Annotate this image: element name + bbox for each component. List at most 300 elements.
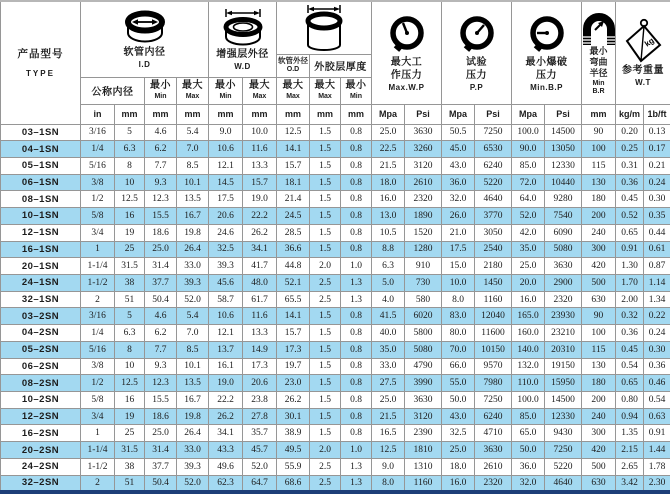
value-cell: 3.42 — [616, 475, 644, 492]
value-cell: 18.1 — [277, 174, 310, 191]
value-cell: 0.8 — [341, 141, 372, 158]
value-cell: 12.5 — [277, 124, 310, 141]
table-row — [1, 408, 670, 425]
value-cell: 0.25 — [616, 141, 644, 158]
value-cell: 6530 — [475, 141, 512, 158]
wt-label-cn: 参考重量 — [622, 65, 664, 77]
value-cell: 13.5 — [177, 375, 209, 392]
value-cell: 7540 — [545, 208, 582, 225]
value-cell: 5 — [115, 124, 145, 141]
value-cell: 0.52 — [616, 208, 644, 225]
value-cell: 25.0 — [442, 442, 475, 459]
value-cell: 9430 — [545, 425, 582, 442]
value-cell: 52.0 — [177, 475, 209, 492]
value-cell: 18.6 — [145, 408, 177, 425]
value-cell: 1 — [81, 425, 115, 442]
value-cell: 9.0 — [372, 458, 405, 475]
value-cell: 32.5 — [209, 241, 243, 258]
value-cell: 3/8 — [81, 174, 115, 191]
value-cell: 31.5 — [115, 442, 145, 459]
value-cell: 18.0 — [372, 174, 405, 191]
value-cell: 68.6 — [277, 475, 310, 492]
value-cell: 1.5 — [310, 141, 341, 158]
value-cell: 630 — [582, 475, 616, 492]
value-cell: 17.3 — [277, 341, 310, 358]
value-cell: 7980 — [475, 375, 512, 392]
value-cell: 52.0 — [243, 458, 277, 475]
value-cell: 1.44 — [644, 442, 670, 459]
value-cell: 34.1 — [209, 425, 243, 442]
value-cell: 18.6 — [145, 224, 177, 241]
value-cell: 2900 — [545, 274, 582, 291]
value-cell: 15.7 — [277, 325, 310, 342]
value-cell: 1/2 — [81, 191, 115, 208]
value-cell: 12.3 — [145, 191, 177, 208]
value-cell: 1.5 — [310, 375, 341, 392]
value-cell: 1/2 — [81, 375, 115, 392]
value-cell: 27.5 — [372, 375, 405, 392]
type-cell: 16–2SN — [1, 425, 81, 442]
value-cell: 80.0 — [442, 325, 475, 342]
header-hose-od — [277, 54, 310, 77]
value-cell: 5/16 — [81, 157, 115, 174]
value-cell: 160.0 — [512, 325, 545, 342]
value-cell: 8.5 — [177, 157, 209, 174]
pp-label-cn2: 压力 — [466, 69, 487, 81]
value-cell: 1.34 — [644, 291, 670, 308]
units-row — [1, 104, 670, 124]
value-cell: 5 — [115, 308, 145, 325]
value-cell: 115 — [582, 157, 616, 174]
value-cell: 18.0 — [442, 458, 475, 475]
value-cell: 1160 — [475, 291, 512, 308]
value-cell: 10.1 — [177, 174, 209, 191]
value-cell: 8 — [115, 341, 145, 358]
value-cell: 2320 — [475, 475, 512, 492]
value-cell: 7.7 — [145, 341, 177, 358]
value-cell: 3990 — [405, 375, 442, 392]
subheader-wd-min — [209, 77, 243, 104]
value-cell: 6.3 — [115, 141, 145, 158]
value-cell: 3/4 — [81, 224, 115, 241]
value-cell: 0.36 — [644, 358, 670, 375]
value-cell: 1.5 — [310, 358, 341, 375]
unit-label: mm — [243, 104, 277, 124]
value-cell: 7.0 — [177, 141, 209, 158]
value-cell: 2.00 — [616, 291, 644, 308]
value-cell: 0.30 — [644, 341, 670, 358]
type-cell: 06–2SN — [1, 358, 81, 375]
value-cell: 2540 — [475, 241, 512, 258]
value-cell: 0.8 — [341, 191, 372, 208]
value-cell: 8.5 — [177, 341, 209, 358]
value-cell: 0.46 — [644, 375, 670, 392]
value-cell: 0.8 — [341, 157, 372, 174]
proof-pressure-gauge-icon — [457, 14, 497, 56]
header-bend-radius — [582, 1, 616, 104]
value-cell: 2.65 — [616, 458, 644, 475]
value-cell: 66.0 — [442, 358, 475, 375]
value-cell: 0.13 — [644, 124, 670, 141]
value-cell: 25.0 — [512, 258, 545, 275]
value-cell: 26.2 — [243, 224, 277, 241]
value-cell: 0.8 — [341, 325, 372, 342]
value-cell: 58.7 — [209, 291, 243, 308]
min-label-cn: 最小 — [345, 80, 367, 92]
value-cell: 26.4 — [177, 425, 209, 442]
min-label-en: Min — [349, 93, 363, 101]
value-cell: 0.22 — [644, 308, 670, 325]
value-cell: 52.0 — [512, 208, 545, 225]
value-cell: 4790 — [405, 358, 442, 375]
header-max-working-pressure — [372, 1, 442, 104]
type-cell: 03–1SN — [1, 124, 81, 141]
value-cell: 7250 — [545, 442, 582, 459]
value-cell: 300 — [582, 241, 616, 258]
value-cell: 0.8 — [341, 241, 372, 258]
mbr-label-cn1: 最小 — [589, 46, 608, 57]
value-cell: 50.5 — [442, 124, 475, 141]
value-cell: 11.6 — [243, 141, 277, 158]
value-cell: 500 — [582, 458, 616, 475]
value-cell: 16.1 — [209, 358, 243, 375]
value-cell: 49.5 — [277, 442, 310, 459]
value-cell: 0.24 — [644, 174, 670, 191]
value-cell: 38.9 — [277, 425, 310, 442]
value-cell: 16 — [115, 392, 145, 409]
value-cell: 12.5 — [372, 442, 405, 459]
value-cell: 1.5 — [310, 241, 341, 258]
value-cell: 55.0 — [442, 375, 475, 392]
table-row — [1, 308, 670, 325]
value-cell: 1-1/4 — [81, 258, 115, 275]
value-cell: 14500 — [545, 124, 582, 141]
value-cell: 2.0 — [310, 258, 341, 275]
value-cell: 5080 — [545, 241, 582, 258]
unit-label: mm — [145, 104, 177, 124]
table-row — [1, 375, 670, 392]
value-cell: 15950 — [545, 375, 582, 392]
unit-label: 1b/ft — [644, 104, 670, 124]
type-cell: 24–1SN — [1, 274, 81, 291]
mwp-label-en: Max.W.P — [388, 82, 425, 92]
value-cell: 2610 — [475, 458, 512, 475]
value-cell: 2.5 — [310, 291, 341, 308]
value-cell: 6020 — [405, 308, 442, 325]
value-cell: 1.0 — [341, 258, 372, 275]
value-cell: 62.3 — [209, 475, 243, 492]
value-cell: 1/4 — [81, 141, 115, 158]
value-cell: 10 — [115, 358, 145, 375]
value-cell: 19.8 — [177, 224, 209, 241]
value-cell: 83.0 — [442, 308, 475, 325]
value-cell: 2610 — [405, 174, 442, 191]
mwp-label-cn2: 作压力 — [390, 69, 423, 81]
value-cell: 2 — [81, 475, 115, 492]
value-cell: 3/8 — [81, 358, 115, 375]
value-cell: 90 — [582, 124, 616, 141]
pp-label-cn1: 试验 — [466, 56, 487, 68]
unit-label: in — [81, 104, 115, 124]
value-cell: 26.2 — [209, 408, 243, 425]
value-cell: 6090 — [545, 224, 582, 241]
value-cell: 10440 — [545, 174, 582, 191]
mbp-label-cn1: 最小爆破 — [525, 56, 568, 68]
type-cell: 12–2SN — [1, 408, 81, 425]
value-cell: 24.6 — [209, 224, 243, 241]
value-cell: 5080 — [405, 341, 442, 358]
value-cell: 11600 — [475, 325, 512, 342]
unit-label: mm — [341, 104, 372, 124]
unit-label: Mpa — [372, 104, 405, 124]
value-cell: 15.5 — [145, 208, 177, 225]
value-cell: 910 — [405, 258, 442, 275]
value-cell: 0.20 — [616, 124, 644, 141]
wt-label-en: W.T — [635, 78, 651, 88]
value-cell: 4710 — [475, 425, 512, 442]
value-cell: 49.6 — [209, 458, 243, 475]
value-cell: 100.0 — [512, 124, 545, 141]
value-cell: 0.8 — [341, 408, 372, 425]
value-cell: 41.7 — [243, 258, 277, 275]
type-cell: 10–2SN — [1, 392, 81, 409]
value-cell: 45.7 — [243, 442, 277, 459]
value-cell: 8.0 — [442, 291, 475, 308]
value-cell: 33.0 — [177, 442, 209, 459]
unit-label: Psi — [405, 104, 442, 124]
value-cell: 180 — [582, 191, 616, 208]
value-cell: 37.7 — [145, 458, 177, 475]
max-label-cn: 最大 — [182, 80, 203, 92]
type-cell: 05–2SN — [1, 341, 81, 358]
value-cell: 9.3 — [145, 174, 177, 191]
value-cell: 1.5 — [310, 124, 341, 141]
burst-pressure-gauge-icon — [527, 14, 567, 56]
value-cell: 100.0 — [512, 392, 545, 409]
value-cell: 25 — [115, 241, 145, 258]
table-row — [1, 174, 670, 191]
value-cell: 14500 — [545, 392, 582, 409]
value-cell: 65.0 — [512, 425, 545, 442]
table-row — [1, 224, 670, 241]
value-cell: 0.8 — [341, 308, 372, 325]
type-cell: 06–1SN — [1, 174, 81, 191]
value-cell: 16.5 — [372, 425, 405, 442]
unit-label: Mpa — [512, 104, 545, 124]
value-cell: 1310 — [405, 458, 442, 475]
value-cell: 2180 — [475, 258, 512, 275]
value-cell: 5/16 — [81, 341, 115, 358]
value-cell: 0.24 — [644, 325, 670, 342]
table-row — [1, 475, 670, 492]
value-cell: 1.3 — [341, 458, 372, 475]
value-cell: 0.91 — [616, 241, 644, 258]
value-cell: 15.7 — [243, 174, 277, 191]
value-cell: 25.0 — [145, 241, 177, 258]
value-cell: 1.3 — [341, 291, 372, 308]
value-cell: 1.5 — [310, 308, 341, 325]
type-cell: 10–1SN — [1, 208, 81, 225]
table-row — [1, 157, 670, 174]
value-cell: 33.0 — [177, 258, 209, 275]
value-cell: 22.2 — [209, 392, 243, 409]
value-cell: 2.15 — [616, 442, 644, 459]
value-cell: 0.31 — [616, 157, 644, 174]
value-cell: 19.8 — [177, 408, 209, 425]
value-cell: 2320 — [405, 191, 442, 208]
value-cell: 3260 — [405, 141, 442, 158]
max-label-cn: 最大 — [249, 80, 270, 92]
value-cell: 17.3 — [243, 358, 277, 375]
value-cell: 1.5 — [310, 224, 341, 241]
value-cell: 0.65 — [616, 224, 644, 241]
value-cell: 17.5 — [442, 241, 475, 258]
value-cell: 0.8 — [341, 124, 372, 141]
value-cell: 12040 — [475, 308, 512, 325]
header-burst-pressure — [512, 1, 582, 104]
value-cell: 0.21 — [644, 157, 670, 174]
value-cell: 15.5 — [145, 392, 177, 409]
mbr-label-cn3: 半径 — [589, 67, 608, 78]
value-cell: 70.0 — [442, 341, 475, 358]
value-cell: 420 — [582, 442, 616, 459]
value-cell: 420 — [582, 258, 616, 275]
product-type-label-cn: 产品型号 — [17, 47, 64, 60]
value-cell: 1.5 — [310, 408, 341, 425]
value-cell: 22.5 — [372, 141, 405, 158]
value-cell: 6.2 — [145, 141, 177, 158]
value-cell: 14.1 — [277, 308, 310, 325]
value-cell: 36.0 — [512, 458, 545, 475]
value-cell: 132.0 — [512, 358, 545, 375]
value-cell: 50.0 — [512, 442, 545, 459]
header-proof-pressure — [442, 1, 512, 104]
value-cell: 4.0 — [372, 291, 405, 308]
value-cell: 1280 — [405, 241, 442, 258]
value-cell: 42.0 — [512, 224, 545, 241]
value-cell: 7.0 — [177, 325, 209, 342]
max-working-pressure-gauge-icon — [387, 14, 427, 56]
value-cell: 200 — [582, 392, 616, 409]
value-cell: 45.0 — [442, 141, 475, 158]
value-cell: 140.0 — [512, 341, 545, 358]
subheader-thickness-min — [341, 77, 372, 104]
value-cell: 43.0 — [442, 157, 475, 174]
header-od-icon-cell — [277, 1, 372, 54]
value-cell: 51 — [115, 291, 145, 308]
value-cell: 5800 — [405, 325, 442, 342]
value-cell: 1520 — [405, 224, 442, 241]
value-cell: 6240 — [475, 157, 512, 174]
value-cell: 32.5 — [442, 425, 475, 442]
value-cell: 0.36 — [616, 325, 644, 342]
value-cell: 38 — [115, 274, 145, 291]
value-cell: 45.6 — [209, 274, 243, 291]
value-cell: 48.0 — [243, 274, 277, 291]
type-cell: 24–2SN — [1, 458, 81, 475]
value-cell: 1.5 — [310, 425, 341, 442]
value-cell: 39.3 — [177, 274, 209, 291]
value-cell: 0.8 — [341, 425, 372, 442]
value-cell: 17.5 — [209, 191, 243, 208]
value-cell: 25.0 — [372, 392, 405, 409]
mbr-label-cn2: 弯曲 — [589, 56, 608, 67]
value-cell: 13050 — [545, 141, 582, 158]
unit-label: mm — [277, 104, 310, 124]
value-cell: 32.0 — [512, 475, 545, 492]
cover-thickness-label-cn: 外胶层厚度 — [314, 61, 367, 73]
value-cell: 34.1 — [243, 241, 277, 258]
header-cover-thickness — [310, 54, 372, 77]
value-cell: 43.0 — [442, 408, 475, 425]
value-cell: 240 — [582, 408, 616, 425]
value-cell: 39.3 — [209, 258, 243, 275]
table-row — [1, 124, 670, 141]
value-cell: 12.3 — [145, 375, 177, 392]
value-cell: 1-1/2 — [81, 458, 115, 475]
value-cell: 33.0 — [372, 358, 405, 375]
value-cell: 55.9 — [277, 458, 310, 475]
value-cell: 51 — [115, 475, 145, 492]
type-cell: 32–1SN — [1, 291, 81, 308]
value-cell: 3120 — [405, 408, 442, 425]
value-cell: 61.7 — [243, 291, 277, 308]
value-cell: 0.8 — [341, 174, 372, 191]
table-row — [1, 241, 670, 258]
value-cell: 130 — [582, 358, 616, 375]
value-cell: 0.45 — [616, 341, 644, 358]
value-cell: 16.0 — [512, 291, 545, 308]
value-cell: 3630 — [405, 124, 442, 141]
value-cell: 10.0 — [243, 124, 277, 141]
mbr-label-en2: B.R — [592, 88, 605, 96]
reinforcement-outer-diameter-icon — [219, 8, 267, 48]
value-cell: 12.1 — [209, 157, 243, 174]
value-cell: 0.8 — [341, 341, 372, 358]
value-cell: 21.5 — [372, 157, 405, 174]
value-cell: 3630 — [545, 258, 582, 275]
value-cell: 0.8 — [341, 358, 372, 375]
value-cell: 41.5 — [372, 308, 405, 325]
value-cell: 0.8 — [341, 392, 372, 409]
value-cell: 19 — [115, 408, 145, 425]
value-cell: 23.0 — [277, 375, 310, 392]
value-cell: 14.1 — [277, 141, 310, 158]
value-cell: 3/16 — [81, 308, 115, 325]
table-row — [1, 191, 670, 208]
value-cell: 1.70 — [616, 274, 644, 291]
value-cell: 1.30 — [616, 258, 644, 275]
inner-diameter-icon — [122, 10, 168, 46]
value-cell: 43.3 — [209, 442, 243, 459]
min-label-en: Min — [219, 93, 232, 101]
value-cell: 1.5 — [310, 174, 341, 191]
weight-icon — [621, 18, 665, 64]
value-cell: 21.5 — [372, 408, 405, 425]
value-cell: 1.5 — [310, 392, 341, 409]
value-cell: 0.63 — [644, 408, 670, 425]
value-cell: 26.0 — [442, 208, 475, 225]
value-cell: 110.0 — [512, 375, 545, 392]
header-inner-diameter — [81, 1, 209, 77]
value-cell: 1.35 — [616, 425, 644, 442]
value-cell: 24.5 — [277, 208, 310, 225]
value-cell: 0.8 — [341, 208, 372, 225]
value-cell: 115 — [582, 341, 616, 358]
max-label-en: Max — [185, 93, 200, 101]
value-cell: 1.0 — [341, 442, 372, 459]
value-cell: 44.8 — [277, 258, 310, 275]
